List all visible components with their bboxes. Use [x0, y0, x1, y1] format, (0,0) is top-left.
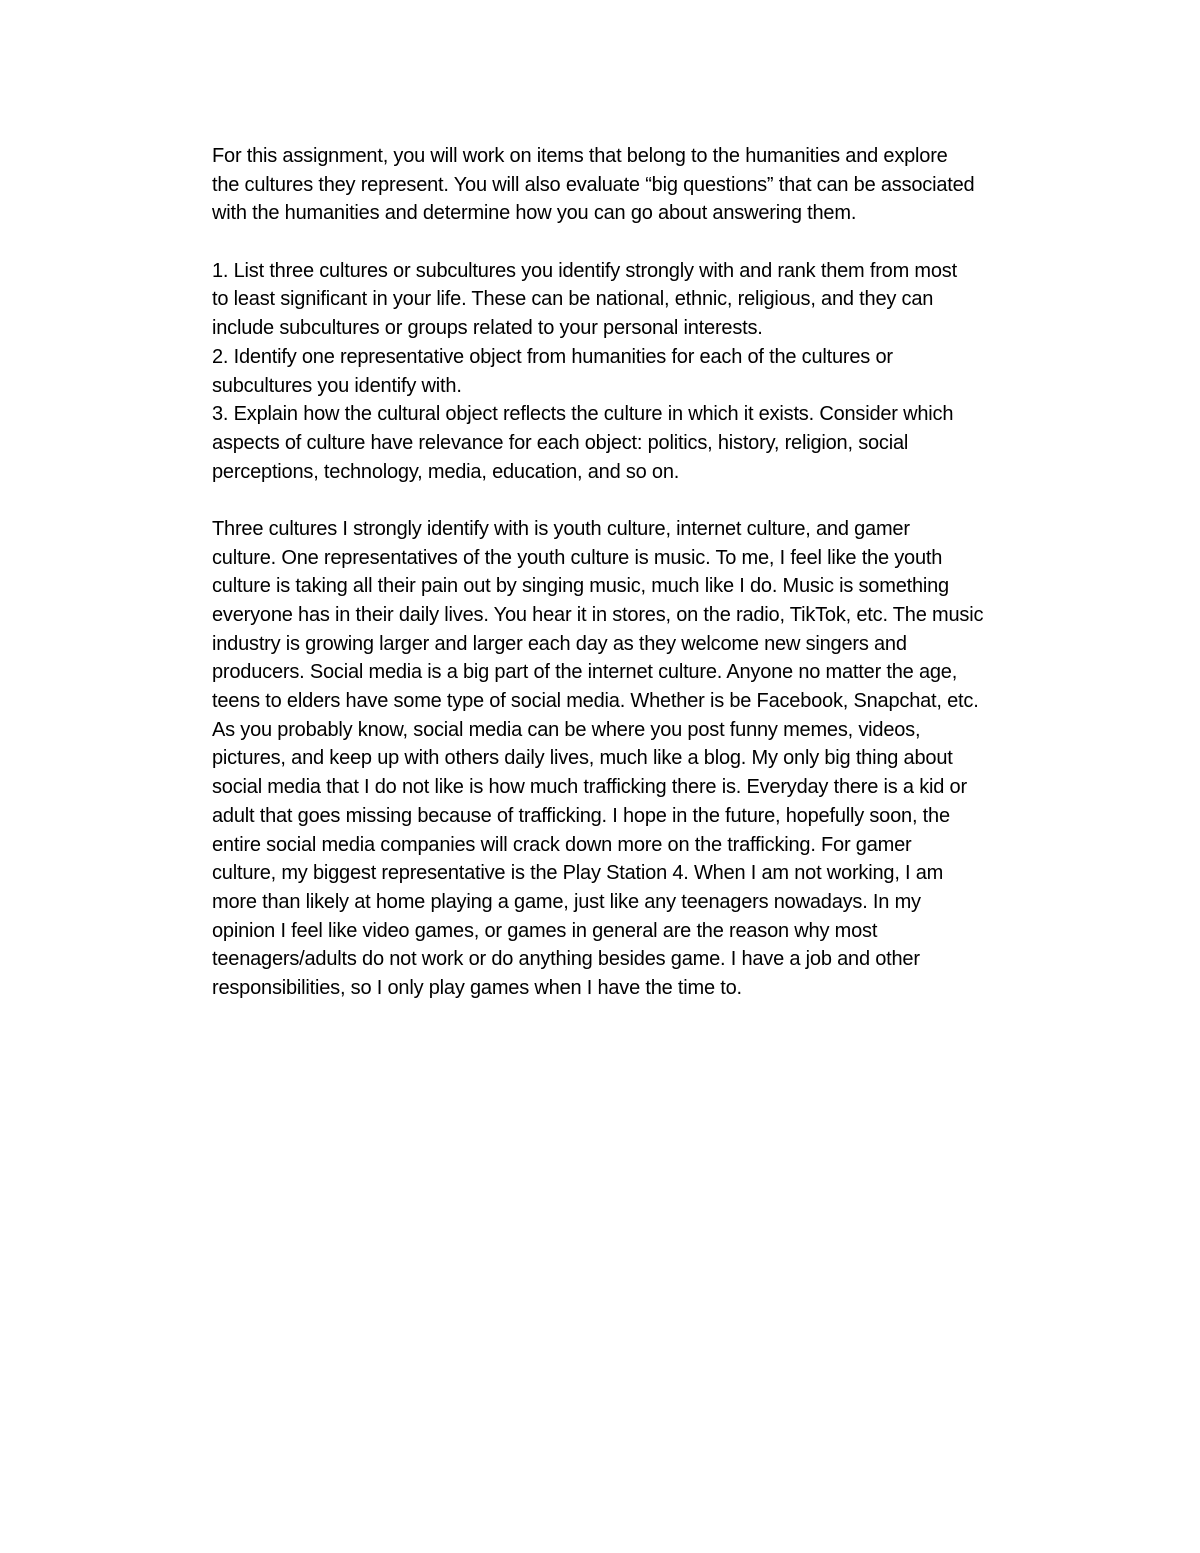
- response-line: industry is growing larger and larger each day as they welcome new singers and: [212, 632, 907, 655]
- response-line: culture, my biggest representative is the Play Station 4. When I am not working, I am: [212, 862, 944, 885]
- response-line: more than likely at home playing a game, just like any teenagers nowadays. In my: [212, 890, 921, 913]
- response-paragraph: [212, 515, 1082, 1003]
- instruction-line: 1. List three cultures or subcultures you identify strongly with and rank them from most: [212, 259, 957, 282]
- response-line: teenagers/adults do not work or do anything besides game. I have a job and other: [212, 948, 920, 971]
- instruction-line: 2. Identify one representative object from humanities for each of the cultures or: [212, 345, 893, 368]
- instruction-line: 3. Explain how the cultural object reflects the culture in which it exists. Consider which: [212, 403, 954, 426]
- response-line: producers. Social media is a big part of the internet culture. Anyone no matter the age,: [212, 661, 958, 684]
- response-line: adult that goes missing because of trafficking. I hope in the future, hopefully soon, the: [212, 804, 950, 827]
- response-line: responsibilities, so I only play games when I have the time to.: [212, 976, 742, 999]
- response-line: pictures, and keep up with others daily lives, much like a blog. My only big thing about: [212, 747, 953, 770]
- intro-paragraph: [212, 142, 1082, 228]
- response-line: opinion I feel like video games, or games in general are the reason why most: [212, 919, 878, 942]
- response-line: everyone has in their daily lives. You hear it in stores, on the radio, TikTok, etc. The music: [212, 604, 984, 626]
- response-line: culture. One representatives of the youth culture is music. To me, I feel like the youth: [212, 546, 943, 569]
- instruction-line: perceptions, technology, media, education, and so on.: [212, 460, 680, 483]
- intro-line: For this assignment, you will work on items that belong to the humanities and explore: [212, 145, 948, 167]
- paragraph-spacer: [212, 228, 1082, 257]
- instructions-list: [212, 257, 1082, 487]
- intro-line: with the humanities and determine how you can go about answering them.: [212, 202, 857, 225]
- intro-line: the cultures they represent. You will also evaluate “big questions” that can be associated: [212, 173, 975, 196]
- instruction-line: subcultures you identify with.: [212, 374, 462, 397]
- instruction-line: include subcultures or groups related to your personal interests.: [212, 317, 763, 340]
- instruction-line: aspects of culture have relevance for each object: politics, history, religion, social: [212, 431, 909, 454]
- paragraph-spacer: [212, 486, 1082, 515]
- document-body: [212, 142, 1082, 1003]
- response-line: social media that I do not like is how much trafficking there is. Everyday there is a kid or: [212, 776, 967, 799]
- response-line: teens to elders have some type of social media. Whether is be Facebook, Snapchat, etc.: [212, 690, 979, 713]
- response-line: culture is taking all their pain out by singing music, much like I do. Music is something: [212, 575, 949, 598]
- instruction-line: to least significant in your life. These can be national, ethnic, religious, and they can: [212, 288, 934, 311]
- response-line: entire social media companies will crack down more on the trafficking. For gamer: [212, 833, 912, 856]
- response-line: Three cultures I strongly identify with is youth culture, internet culture, and gamer: [212, 517, 910, 540]
- response-line: As you probably know, social media can be where you post funny memes, videos,: [212, 718, 921, 741]
